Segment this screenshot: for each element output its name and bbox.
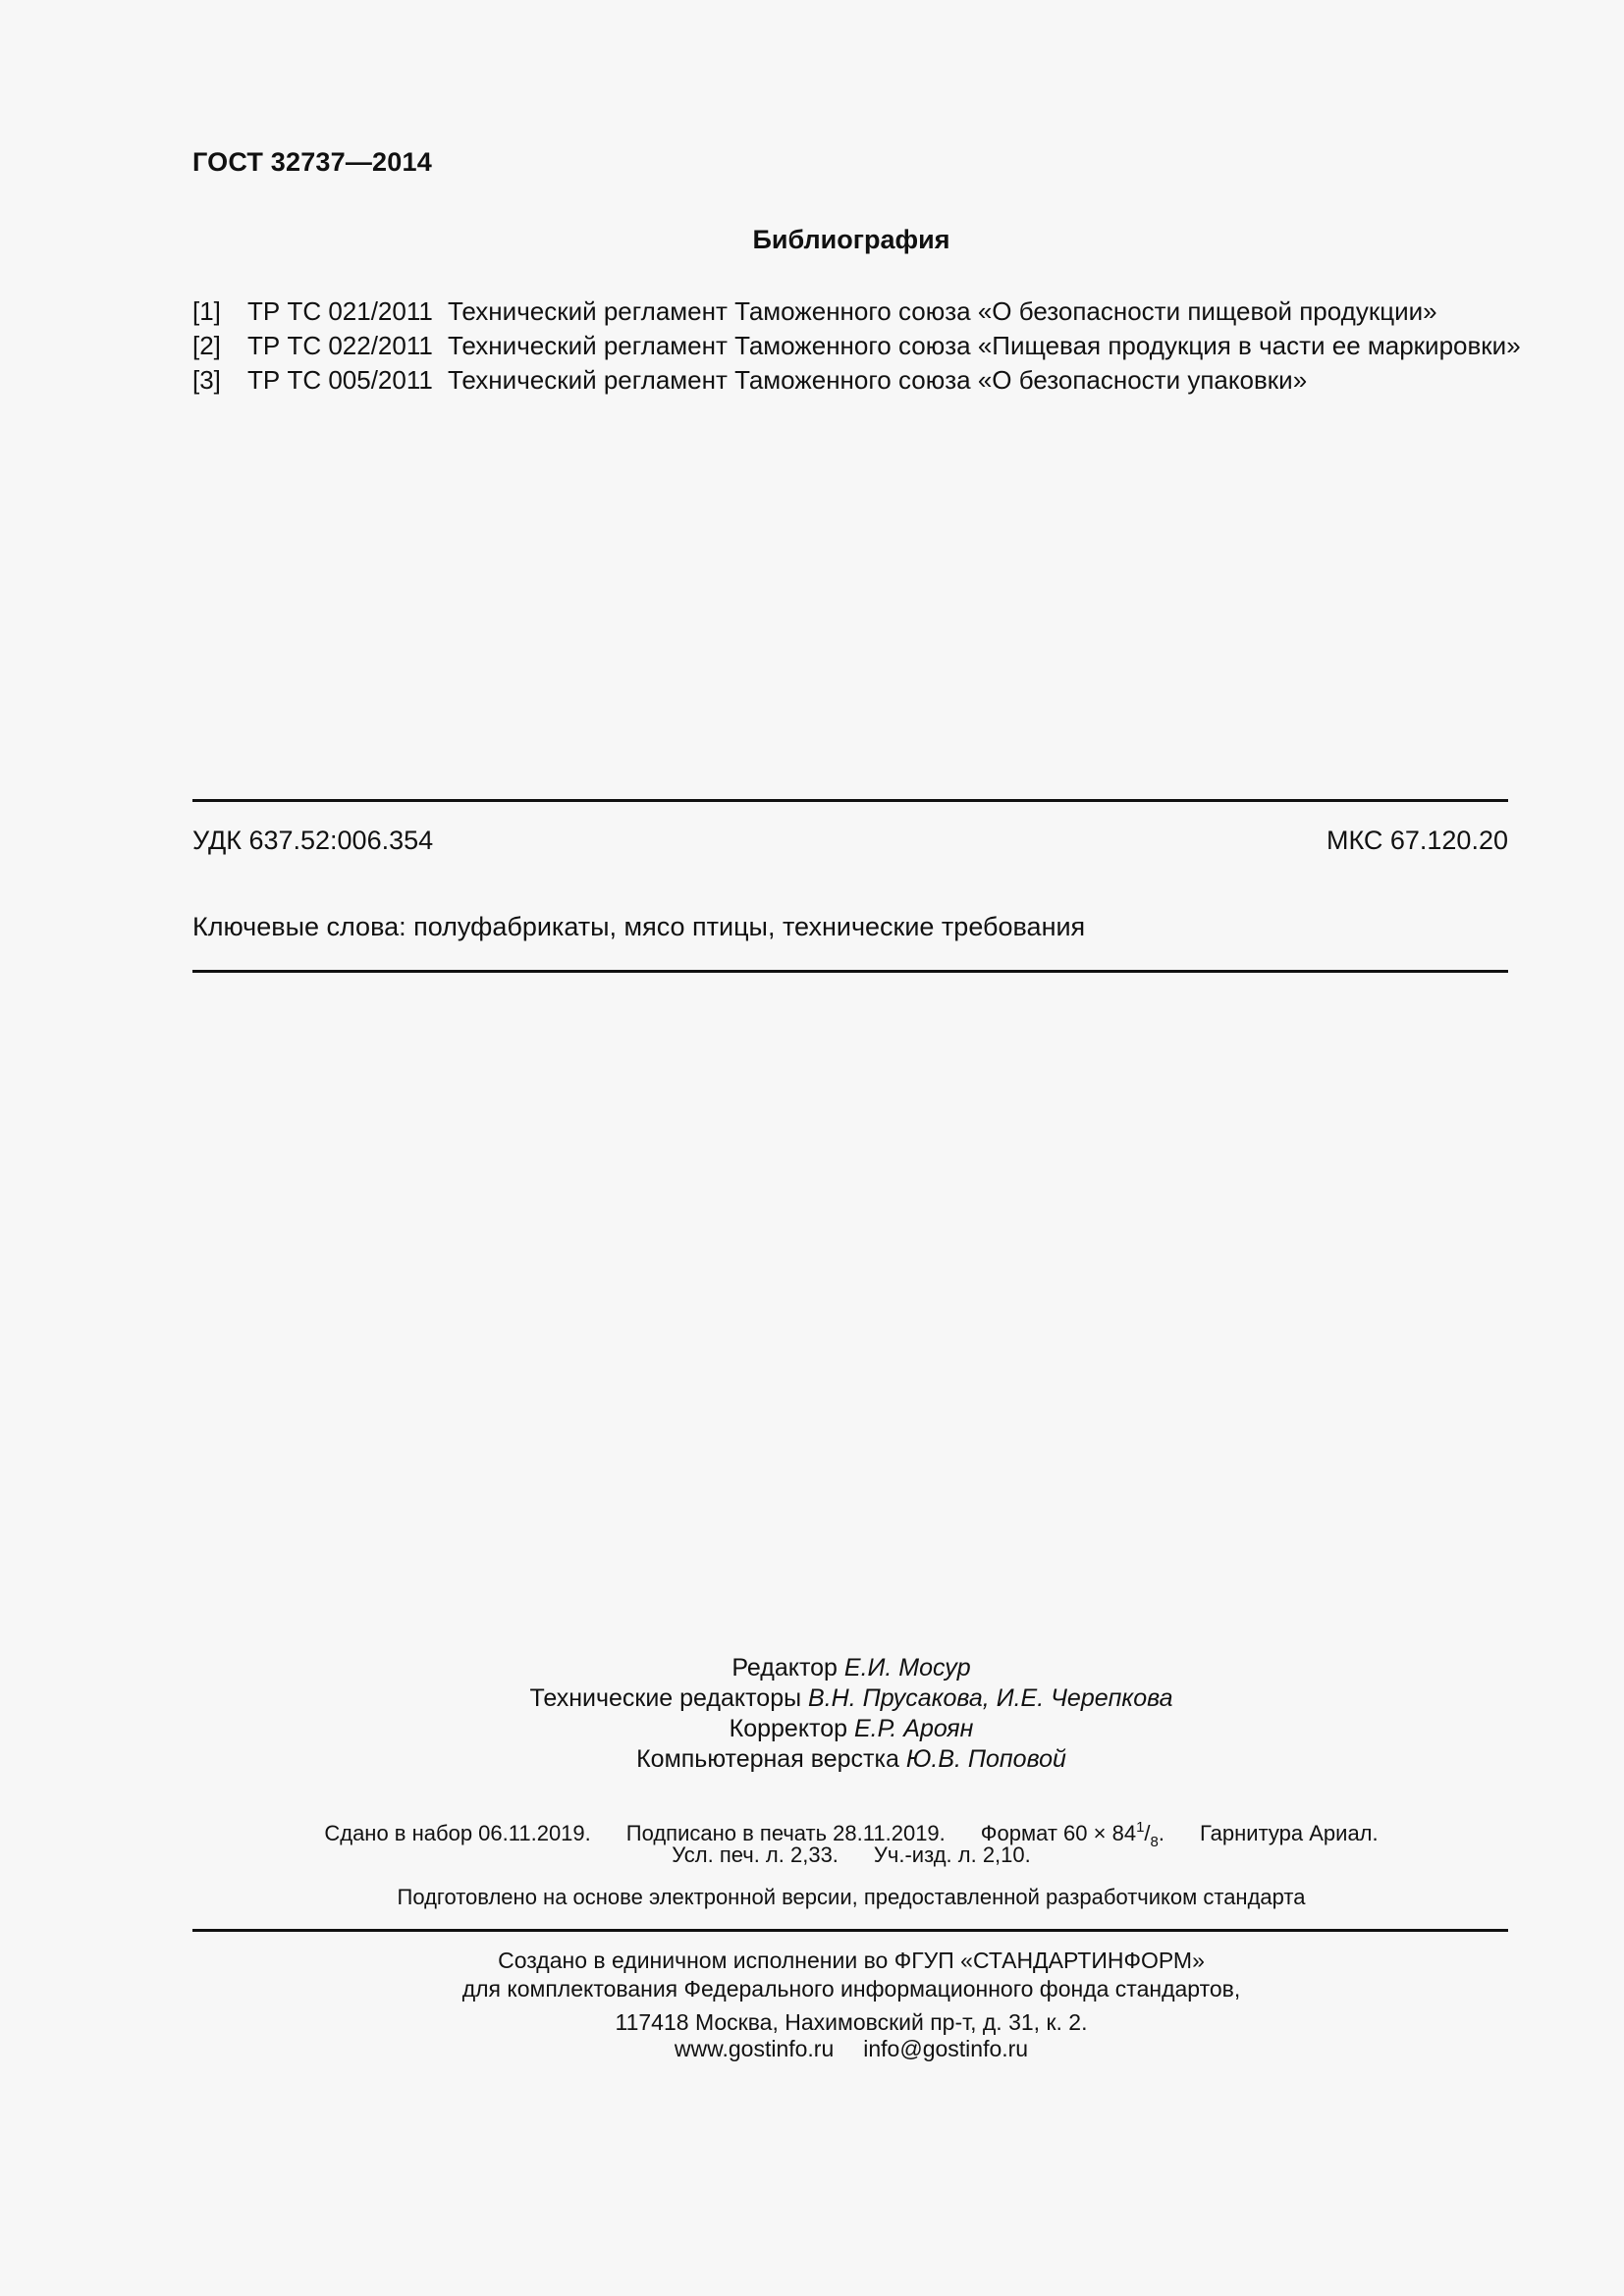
bibliography-code: ТР ТС 021/2011	[247, 296, 433, 326]
signed-date: Подписано в печать 28.11.2019.	[625, 1821, 946, 1845]
list-item	[192, 294, 1521, 329]
publisher-address: 117418 Москва, Нахимовский пр-т, д. 31, к. 2.	[615, 2009, 1088, 2035]
mks-code: МКС 67.120.20	[1326, 826, 1508, 855]
format-denominator: 8	[1150, 1834, 1159, 1850]
bibliography-number: [1]	[192, 296, 221, 326]
prepared-note: Подготовлено на основе электронной версии, предоставленной разработчиком стандарта	[397, 1885, 1306, 1909]
submitted-date: Сдано в набор 06.11.2019.	[324, 1821, 591, 1845]
bibliography-title: Технический регламент Таможенного союза «О безопасности пищевой продукции»	[448, 296, 1437, 326]
publisher-line-2: для комплектования Федерального информационного фонда стандартов,	[461, 1976, 1241, 2002]
bibliography-list	[192, 294, 1521, 398]
credits-block	[0, 1653, 1624, 1775]
layout-label: Компьютерная верстка	[636, 1745, 899, 1773]
keywords: Ключевые слова: полуфабрикаты, мясо птицы, технические требования	[192, 912, 1086, 941]
corrector-line	[0, 1714, 1624, 1744]
list-item	[192, 363, 1521, 398]
divider-top	[192, 799, 1508, 802]
corrector-label: Корректор	[729, 1715, 848, 1742]
standard-code: ГОСТ 32737—2014	[192, 147, 432, 177]
editor-label: Редактор	[731, 1654, 838, 1682]
tech-editors-line	[0, 1683, 1624, 1714]
format-prefix: Формат 60 × 84	[980, 1821, 1137, 1845]
bibliography-number: [2]	[192, 331, 221, 360]
udk-code: УДК 637.52:006.354	[192, 826, 434, 855]
imprint-line-2	[0, 1841, 1624, 1869]
format-numerator: 1	[1136, 1819, 1145, 1836]
format-suffix: .	[1158, 1821, 1164, 1845]
tech-editors-names: В.Н. Прусакова, И.Е. Черепкова	[808, 1684, 1173, 1712]
email-link[interactable]: info@gostinfo.ru	[863, 2036, 1029, 2061]
divider-bottom	[192, 1929, 1508, 1932]
bibliography-number: [3]	[192, 365, 221, 395]
editor-line	[0, 1653, 1624, 1683]
publisher-line-1: Создано в единичном исполнении во ФГУП «СТАНДАРТИНФОРМ»	[498, 1948, 1205, 1973]
bibliography-code: ТР ТС 022/2011	[247, 331, 433, 360]
print-sheets: Усл. печ. л. 2,33.	[672, 1842, 839, 1867]
layout-line	[0, 1744, 1624, 1775]
layout-name: Ю.В. Поповой	[905, 1745, 1066, 1773]
bibliography-code: ТР ТС 005/2011	[247, 365, 433, 395]
section-title: Библиография	[752, 225, 950, 254]
divider-middle	[192, 970, 1508, 973]
format-slash: /	[1144, 1821, 1151, 1845]
corrector-name: Е.Р. Ароян	[853, 1715, 974, 1742]
publish-sheets: Уч.-изд. л. 2,10.	[873, 1842, 1031, 1867]
editor-name: Е.И. Мосур	[843, 1654, 971, 1682]
bibliography-title: Технический регламент Таможенного союза «О безопасности упаковки»	[448, 365, 1308, 395]
bibliography-title: Технический регламент Таможенного союза «Пищевая продукция в части ее маркировки»	[448, 331, 1521, 360]
typeface: Гарнитура Ариал.	[1200, 1821, 1379, 1845]
publisher-contacts	[0, 2035, 1624, 2063]
list-item	[192, 329, 1521, 363]
website-link[interactable]: www.gostinfo.ru	[674, 2036, 835, 2061]
tech-editors-label: Технические редакторы	[529, 1684, 802, 1712]
